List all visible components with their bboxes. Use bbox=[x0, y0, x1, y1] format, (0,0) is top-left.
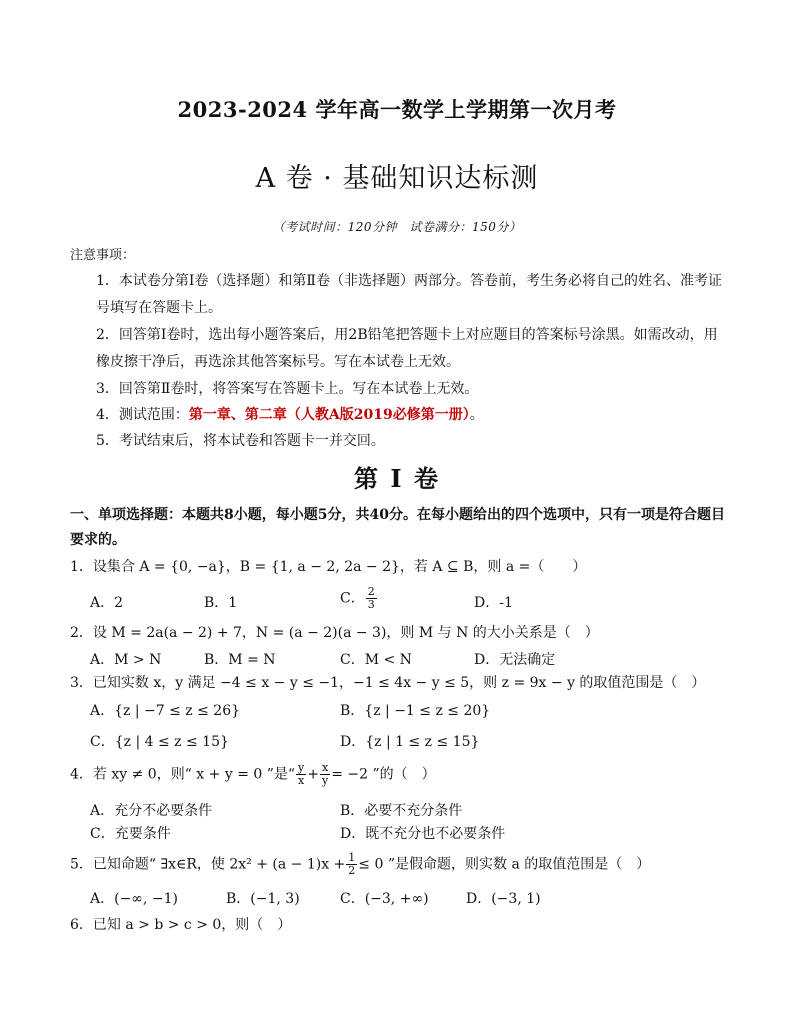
question-5-option-d: D．(−3, 1) bbox=[466, 891, 541, 907]
section-title: 第 I 卷 bbox=[354, 464, 440, 493]
fraction bbox=[320, 762, 330, 787]
fraction-denominator: y bbox=[322, 774, 329, 787]
question-5-stem-start: 5．已知命题“ ∃x∈R，使 2x² + (a − 1)x + bbox=[70, 856, 346, 873]
notice-item-3-text: 3．回答第Ⅱ卷时，将答案写在答题卡上。写在本试卷上无效。 bbox=[96, 381, 479, 397]
exam-title: 2023-2024 学年高一数学上学期第一次月考 bbox=[177, 97, 617, 122]
question-5-option-c: C．(−3, +∞) bbox=[340, 891, 429, 907]
fraction-numerator: y bbox=[298, 761, 305, 774]
question-5-stem-end: ≤ 0 ”是假命题，则实数 a 的取值范围是（ ） bbox=[358, 856, 651, 873]
question-4-stem: 4．若 xy ≠ 0，则“ x + y = 0 ”是“ $\frac{y}{x}$ + $\frac{x}{y}$ = −2 ”的（ ） bbox=[70, 761, 436, 787]
question-2-option-a: A．M > N bbox=[90, 652, 162, 668]
question-3-option-a: A．{z | −7 ≤ z ≤ 26} bbox=[90, 703, 241, 719]
fraction-denominator: 3 bbox=[367, 598, 375, 611]
question-1-option-b: B．1 bbox=[204, 595, 238, 611]
question-1-option-c bbox=[340, 586, 378, 611]
fraction-denominator: 2 bbox=[348, 864, 356, 877]
question-3-option-c: C．{z | 4 ≤ z ≤ 15} bbox=[90, 734, 229, 750]
question-3-stem: 3．已知实数 x，y 满足 −4 ≤ x − y ≤ −1，−1 ≤ 4x − y ≤ 5，则 z = 9x − y 的取值范围是（ ） bbox=[70, 675, 706, 691]
notice-title: 注意事项： bbox=[70, 248, 136, 263]
notice-item-5 bbox=[70, 428, 725, 455]
notice-item-2-text: 2．回答第Ⅰ卷时，选出每小题答案后，用2B铅笔把答题卡上对应题目的答案标号涂黑。如需改动，用橡皮擦干净后，再选涂其他答案标号。写在本试卷上无效。 bbox=[96, 327, 718, 370]
question-3-option-d: D．{z | 1 ≤ z ≤ 15} bbox=[340, 734, 480, 750]
question-5-option-b: B．(−1, 3) bbox=[226, 891, 300, 907]
question-2-option-c: C．M < N bbox=[340, 652, 412, 668]
question-4-option-a: A．充分不必要条件 bbox=[90, 803, 213, 819]
part-heading: 一、单项选择题：本题共8小题，每小题5分，共40分。在每小题给出的四个选项中，只有一项是符合题目要求的。 bbox=[70, 507, 725, 548]
fraction bbox=[366, 586, 377, 611]
question-4-option-b: B．必要不充分条件 bbox=[340, 803, 463, 819]
fraction bbox=[296, 762, 306, 787]
notice-item-4 bbox=[70, 402, 725, 429]
question-1-option-c-label: C． bbox=[340, 590, 365, 607]
test-scope: 第一章、第二章（人教A版2019必修第一册） bbox=[188, 407, 470, 423]
notice-item-4-text: 4．测试范围： bbox=[96, 407, 189, 423]
question-4-option-c: C．充要条件 bbox=[90, 826, 171, 842]
question-1-option-a: A．2 bbox=[90, 595, 124, 611]
question-4-stem-end: = −2 ”的（ ） bbox=[331, 766, 436, 783]
notice-item-3 bbox=[70, 376, 725, 403]
notice-item-1-text: 1．本试卷分第Ⅰ卷（选择题）和第Ⅱ卷（非选择题）两部分。答卷前，考生务必将自己的姓名、准考证号填写在答题卡上。 bbox=[96, 273, 722, 316]
question-3-option-b: B．{z | −1 ≤ z ≤ 20} bbox=[340, 703, 491, 719]
question-5-stem bbox=[70, 852, 650, 877]
fraction-numerator: 1 bbox=[348, 851, 356, 864]
exam-info: （考试时间：120分钟 试卷满分：150分） bbox=[272, 220, 522, 234]
fraction bbox=[346, 852, 357, 877]
question-4-stem-start: 4．若 xy ≠ 0，则“ x + y = 0 ”是“ bbox=[70, 766, 296, 783]
question-5-option-a: A．(−∞, −1) bbox=[90, 891, 178, 907]
question-2-option-b: B．M = N bbox=[204, 652, 276, 668]
question-2-option-d: D．无法确定 bbox=[474, 652, 556, 668]
question-4-option-d: D．既不充分也不必要条件 bbox=[340, 826, 506, 842]
question-1-option-d: D．-1 bbox=[474, 595, 513, 611]
question-6-stem: 6．已知 a > b > c > 0，则（ ） bbox=[70, 917, 292, 933]
fraction-numerator: 2 bbox=[367, 585, 375, 598]
question-1-stem: 1．设集合 A = {0, −a}，B = {1, a − 2, 2a − 2}，若 A ⊆ B，则 a =（ ） bbox=[70, 559, 587, 575]
notice-item-4-tail: 。 bbox=[469, 407, 484, 423]
notice-item-2 bbox=[70, 322, 725, 376]
question-2-stem: 2．设 M = 2a(a − 2) + 7，N = (a − 2)(a − 3)，则 M 与 N 的大小关系是（ ） bbox=[70, 625, 599, 641]
notice-item-5-text: 5．考试结束后，将本试卷和答题卡一并交回。 bbox=[96, 433, 385, 449]
exam-subtitle: A 卷 · 基础知识达标测 bbox=[255, 163, 539, 194]
fraction-denominator: x bbox=[298, 774, 305, 787]
notice-item-1 bbox=[70, 268, 725, 322]
fraction-numerator: x bbox=[322, 761, 329, 774]
